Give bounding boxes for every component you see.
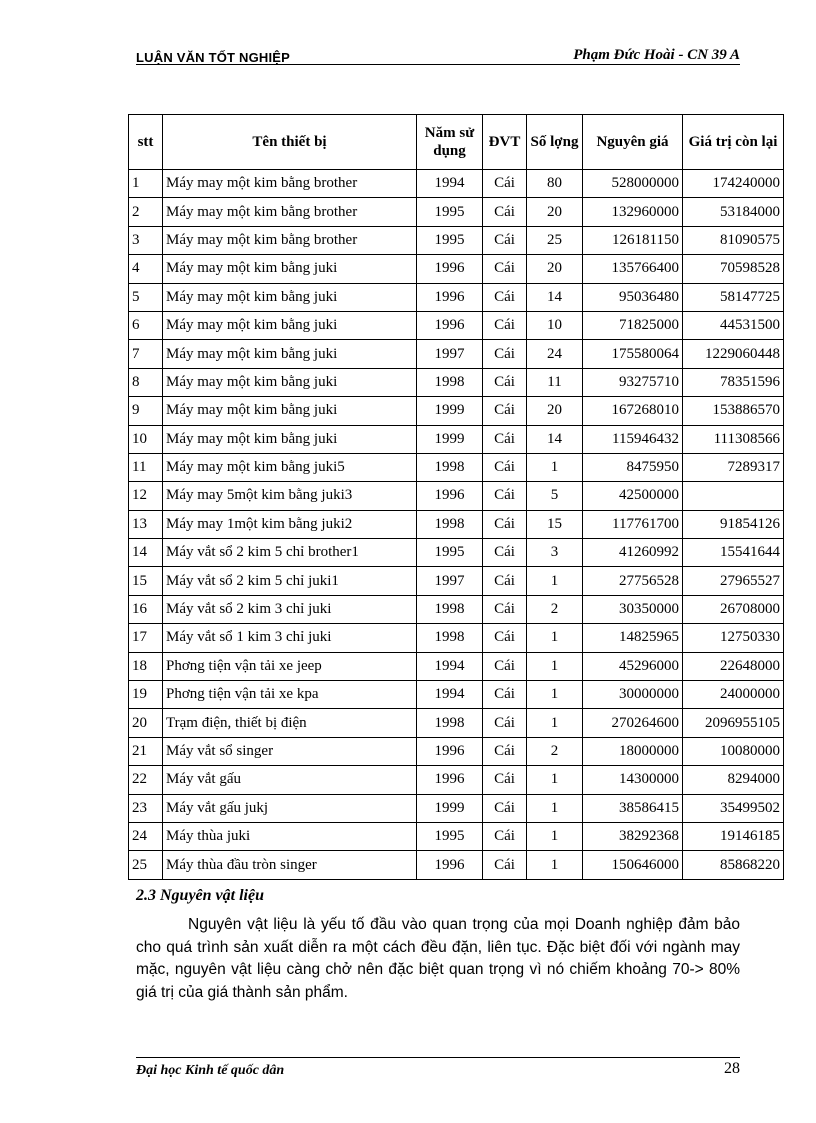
cell-unit: Cái — [483, 283, 527, 311]
cell-stt: 22 — [129, 766, 163, 794]
cell-name: Máy may một kim bằng brother — [163, 226, 417, 254]
table-row — [129, 822, 784, 850]
table-row — [129, 794, 784, 822]
cell-cost: 14300000 — [583, 766, 683, 794]
table-row — [129, 595, 784, 623]
cell-year: 1999 — [417, 397, 483, 425]
cell-cost: 30350000 — [583, 595, 683, 623]
cell-qty: 14 — [527, 425, 583, 453]
cell-remaining: 10080000 — [683, 737, 784, 765]
cell-stt: 3 — [129, 226, 163, 254]
cell-qty: 80 — [527, 170, 583, 198]
cell-qty: 20 — [527, 198, 583, 226]
cell-remaining: 53184000 — [683, 198, 784, 226]
cell-stt: 11 — [129, 453, 163, 481]
cell-qty: 1 — [527, 822, 583, 850]
cell-stt: 5 — [129, 283, 163, 311]
cell-cost: 528000000 — [583, 170, 683, 198]
table-row — [129, 766, 784, 794]
cell-stt: 2 — [129, 198, 163, 226]
cell-name: Máy may một kim bằng juki — [163, 368, 417, 396]
cell-stt: 19 — [129, 681, 163, 709]
cell-year: 1998 — [417, 624, 483, 652]
cell-remaining — [683, 482, 784, 510]
cell-stt: 13 — [129, 510, 163, 538]
cell-cost: 41260992 — [583, 539, 683, 567]
cell-qty: 1 — [527, 652, 583, 680]
cell-name: Máy may một kim bằng juki — [163, 340, 417, 368]
cell-qty: 5 — [527, 482, 583, 510]
cell-qty: 15 — [527, 510, 583, 538]
table-row — [129, 368, 784, 396]
col-header-cost: Nguyên giá — [583, 115, 683, 170]
cell-stt: 23 — [129, 794, 163, 822]
cell-year: 1996 — [417, 482, 483, 510]
table-row — [129, 851, 784, 879]
cell-cost: 270264600 — [583, 709, 683, 737]
cell-stt: 12 — [129, 482, 163, 510]
cell-cost: 132960000 — [583, 198, 683, 226]
cell-name: Máy vắt sổ 2 kim 3 chỉ juki — [163, 595, 417, 623]
table-row — [129, 397, 784, 425]
cell-name: Máy may một kim bằng juki — [163, 311, 417, 339]
cell-remaining: 91854126 — [683, 510, 784, 538]
cell-stt: 24 — [129, 822, 163, 850]
cell-unit: Cái — [483, 340, 527, 368]
cell-cost: 115946432 — [583, 425, 683, 453]
cell-year: 1996 — [417, 737, 483, 765]
cell-name: Máy may một kim bằng juki — [163, 425, 417, 453]
cell-stt: 6 — [129, 311, 163, 339]
col-header-remaining: Giá trị còn lại — [683, 115, 784, 170]
cell-stt: 20 — [129, 709, 163, 737]
cell-year: 1995 — [417, 198, 483, 226]
cell-qty: 2 — [527, 595, 583, 623]
cell-stt: 18 — [129, 652, 163, 680]
cell-year: 1994 — [417, 681, 483, 709]
cell-name: Máy may một kim bằng juki5 — [163, 453, 417, 481]
cell-remaining: 24000000 — [683, 681, 784, 709]
cell-unit: Cái — [483, 851, 527, 879]
table-row — [129, 652, 784, 680]
cell-stt: 14 — [129, 539, 163, 567]
cell-name: Phơng tiện vận tải xe kpa — [163, 681, 417, 709]
cell-unit: Cái — [483, 539, 527, 567]
cell-name: Máy may một kim bằng brother — [163, 198, 417, 226]
cell-year: 1996 — [417, 766, 483, 794]
cell-name: Máy may một kim bằng juki — [163, 397, 417, 425]
cell-unit: Cái — [483, 198, 527, 226]
col-header-stt: stt — [129, 115, 163, 170]
cell-name: Máy may một kim bằng brother — [163, 170, 417, 198]
equipment-table — [128, 114, 784, 880]
cell-cost: 42500000 — [583, 482, 683, 510]
table-row — [129, 453, 784, 481]
cell-year: 1998 — [417, 595, 483, 623]
cell-cost: 8475950 — [583, 453, 683, 481]
cell-remaining: 8294000 — [683, 766, 784, 794]
cell-unit: Cái — [483, 226, 527, 254]
cell-cost: 175580064 — [583, 340, 683, 368]
cell-unit: Cái — [483, 368, 527, 396]
cell-cost: 135766400 — [583, 255, 683, 283]
cell-unit: Cái — [483, 425, 527, 453]
cell-year: 1996 — [417, 255, 483, 283]
cell-cost: 95036480 — [583, 283, 683, 311]
cell-year: 1997 — [417, 340, 483, 368]
cell-year: 1998 — [417, 453, 483, 481]
cell-name: Trạm điện, thiết bị điện — [163, 709, 417, 737]
cell-name: Máy vắt sổ 2 kim 5 chỉ juki1 — [163, 567, 417, 595]
cell-unit: Cái — [483, 510, 527, 538]
cell-unit: Cái — [483, 822, 527, 850]
cell-name: Máy vắt sổ singer — [163, 737, 417, 765]
cell-unit: Cái — [483, 482, 527, 510]
table-row — [129, 311, 784, 339]
cell-year: 1998 — [417, 510, 483, 538]
cell-cost: 14825965 — [583, 624, 683, 652]
cell-name: Máy vắt sổ 2 kim 5 chỉ brother1 — [163, 539, 417, 567]
col-header-name: Tên thiết bị — [163, 115, 417, 170]
cell-stt: 21 — [129, 737, 163, 765]
cell-year: 1996 — [417, 283, 483, 311]
cell-cost: 38292368 — [583, 822, 683, 850]
cell-stt: 17 — [129, 624, 163, 652]
cell-cost: 38586415 — [583, 794, 683, 822]
footer-divider — [136, 1057, 740, 1058]
cell-cost: 30000000 — [583, 681, 683, 709]
col-header-year: Năm sử dụng — [417, 115, 483, 170]
table-row — [129, 737, 784, 765]
cell-qty: 1 — [527, 624, 583, 652]
section-title: 2.3 Nguyên vật liệu — [136, 887, 264, 904]
cell-remaining: 19146185 — [683, 822, 784, 850]
cell-remaining: 85868220 — [683, 851, 784, 879]
cell-cost: 71825000 — [583, 311, 683, 339]
table-row — [129, 510, 784, 538]
cell-qty: 1 — [527, 851, 583, 879]
cell-cost: 93275710 — [583, 368, 683, 396]
cell-stt: 10 — [129, 425, 163, 453]
table-header-row — [129, 115, 784, 170]
cell-year: 1995 — [417, 822, 483, 850]
cell-remaining: 111308566 — [683, 425, 784, 453]
footer-university: Đại học Kinh tế quốc dân — [136, 1063, 285, 1078]
cell-cost: 167268010 — [583, 397, 683, 425]
table-row — [129, 681, 784, 709]
table-row — [129, 709, 784, 737]
cell-year: 1994 — [417, 170, 483, 198]
cell-remaining: 12750330 — [683, 624, 784, 652]
cell-name: Máy may 1một kim bằng juki2 — [163, 510, 417, 538]
cell-year: 1995 — [417, 226, 483, 254]
cell-remaining: 153886570 — [683, 397, 784, 425]
cell-qty: 2 — [527, 737, 583, 765]
cell-unit: Cái — [483, 709, 527, 737]
cell-name: Máy thùa đầu tròn singer — [163, 851, 417, 879]
table-row — [129, 283, 784, 311]
cell-stt: 16 — [129, 595, 163, 623]
cell-remaining: 78351596 — [683, 368, 784, 396]
cell-qty: 1 — [527, 766, 583, 794]
cell-qty: 20 — [527, 255, 583, 283]
cell-remaining: 2096955105 — [683, 709, 784, 737]
cell-year: 1997 — [417, 567, 483, 595]
table-row — [129, 198, 784, 226]
cell-name: Máy thùa juki — [163, 822, 417, 850]
table-row — [129, 567, 784, 595]
cell-unit: Cái — [483, 453, 527, 481]
cell-name: Phơng tiện vận tải xe jeep — [163, 652, 417, 680]
table-row — [129, 255, 784, 283]
cell-stt: 9 — [129, 397, 163, 425]
cell-unit: Cái — [483, 397, 527, 425]
table-row — [129, 425, 784, 453]
cell-remaining: 15541644 — [683, 539, 784, 567]
cell-year: 1998 — [417, 368, 483, 396]
cell-unit: Cái — [483, 794, 527, 822]
cell-qty: 1 — [527, 681, 583, 709]
cell-year: 1996 — [417, 311, 483, 339]
cell-stt: 1 — [129, 170, 163, 198]
cell-qty: 24 — [527, 340, 583, 368]
header-author: Phạm Đức Hoài - CN 39 A — [573, 47, 740, 63]
cell-qty: 1 — [527, 709, 583, 737]
cell-name: Máy may một kim bằng juki — [163, 283, 417, 311]
cell-stt: 8 — [129, 368, 163, 396]
cell-unit: Cái — [483, 567, 527, 595]
cell-qty: 14 — [527, 283, 583, 311]
cell-remaining: 70598528 — [683, 255, 784, 283]
cell-remaining: 81090575 — [683, 226, 784, 254]
table-row — [129, 226, 784, 254]
cell-remaining: 1229060448 — [683, 340, 784, 368]
cell-unit: Cái — [483, 595, 527, 623]
cell-qty: 1 — [527, 567, 583, 595]
header-divider — [136, 64, 740, 65]
cell-qty: 3 — [527, 539, 583, 567]
cell-year: 1994 — [417, 652, 483, 680]
cell-stt: 7 — [129, 340, 163, 368]
cell-remaining: 22648000 — [683, 652, 784, 680]
cell-qty: 1 — [527, 453, 583, 481]
cell-cost: 117761700 — [583, 510, 683, 538]
cell-name: Máy vắt sổ 1 kim 3 chỉ juki — [163, 624, 417, 652]
cell-unit: Cái — [483, 255, 527, 283]
cell-remaining: 58147725 — [683, 283, 784, 311]
table-row — [129, 340, 784, 368]
table-row — [129, 170, 784, 198]
cell-cost: 27756528 — [583, 567, 683, 595]
table-row — [129, 624, 784, 652]
cell-qty: 20 — [527, 397, 583, 425]
cell-name: Máy vắt gấu jukj — [163, 794, 417, 822]
table-row — [129, 482, 784, 510]
cell-remaining: 26708000 — [683, 595, 784, 623]
cell-name: Máy vắt gấu — [163, 766, 417, 794]
cell-year: 1995 — [417, 539, 483, 567]
cell-qty: 1 — [527, 794, 583, 822]
cell-name: Máy may 5một kim bằng juki3 — [163, 482, 417, 510]
cell-year: 1998 — [417, 709, 483, 737]
cell-year: 1999 — [417, 425, 483, 453]
cell-cost: 150646000 — [583, 851, 683, 879]
page-number: 28 — [724, 1060, 740, 1077]
cell-unit: Cái — [483, 652, 527, 680]
cell-unit: Cái — [483, 737, 527, 765]
cell-year: 1999 — [417, 794, 483, 822]
cell-year: 1996 — [417, 851, 483, 879]
cell-remaining: 7289317 — [683, 453, 784, 481]
cell-qty: 10 — [527, 311, 583, 339]
cell-stt: 25 — [129, 851, 163, 879]
cell-unit: Cái — [483, 624, 527, 652]
section-paragraph: Nguyên vật liệu là yếu tố đầu vào quan trọng của mọi Doanh nghiệp đảm bảo cho quá trình sản xuất diễn ra một cách đều đặn, liên tục. Đặc biệt đối với ngành may mặc, nguyên vật liệu càng chở nên đặc biệt quan trọng vì nó chiếm khoảng 70-> 80% giá trị của giá thành sản phẩm. — [136, 916, 740, 1001]
cell-cost: 18000000 — [583, 737, 683, 765]
cell-stt: 15 — [129, 567, 163, 595]
cell-unit: Cái — [483, 766, 527, 794]
col-header-qty: Số lợng — [527, 115, 583, 170]
cell-unit: Cái — [483, 311, 527, 339]
table-row — [129, 539, 784, 567]
cell-name: Máy may một kim bằng juki — [163, 255, 417, 283]
cell-unit: Cái — [483, 170, 527, 198]
cell-qty: 11 — [527, 368, 583, 396]
cell-remaining: 35499502 — [683, 794, 784, 822]
cell-remaining: 44531500 — [683, 311, 784, 339]
cell-remaining: 174240000 — [683, 170, 784, 198]
cell-cost: 126181150 — [583, 226, 683, 254]
cell-stt: 4 — [129, 255, 163, 283]
col-header-unit: ĐVT — [483, 115, 527, 170]
cell-unit: Cái — [483, 681, 527, 709]
cell-remaining: 27965527 — [683, 567, 784, 595]
cell-qty: 25 — [527, 226, 583, 254]
cell-cost: 45296000 — [583, 652, 683, 680]
header-thesis-title: LUẬN VĂN TỐT NGHIỆP — [136, 50, 291, 65]
